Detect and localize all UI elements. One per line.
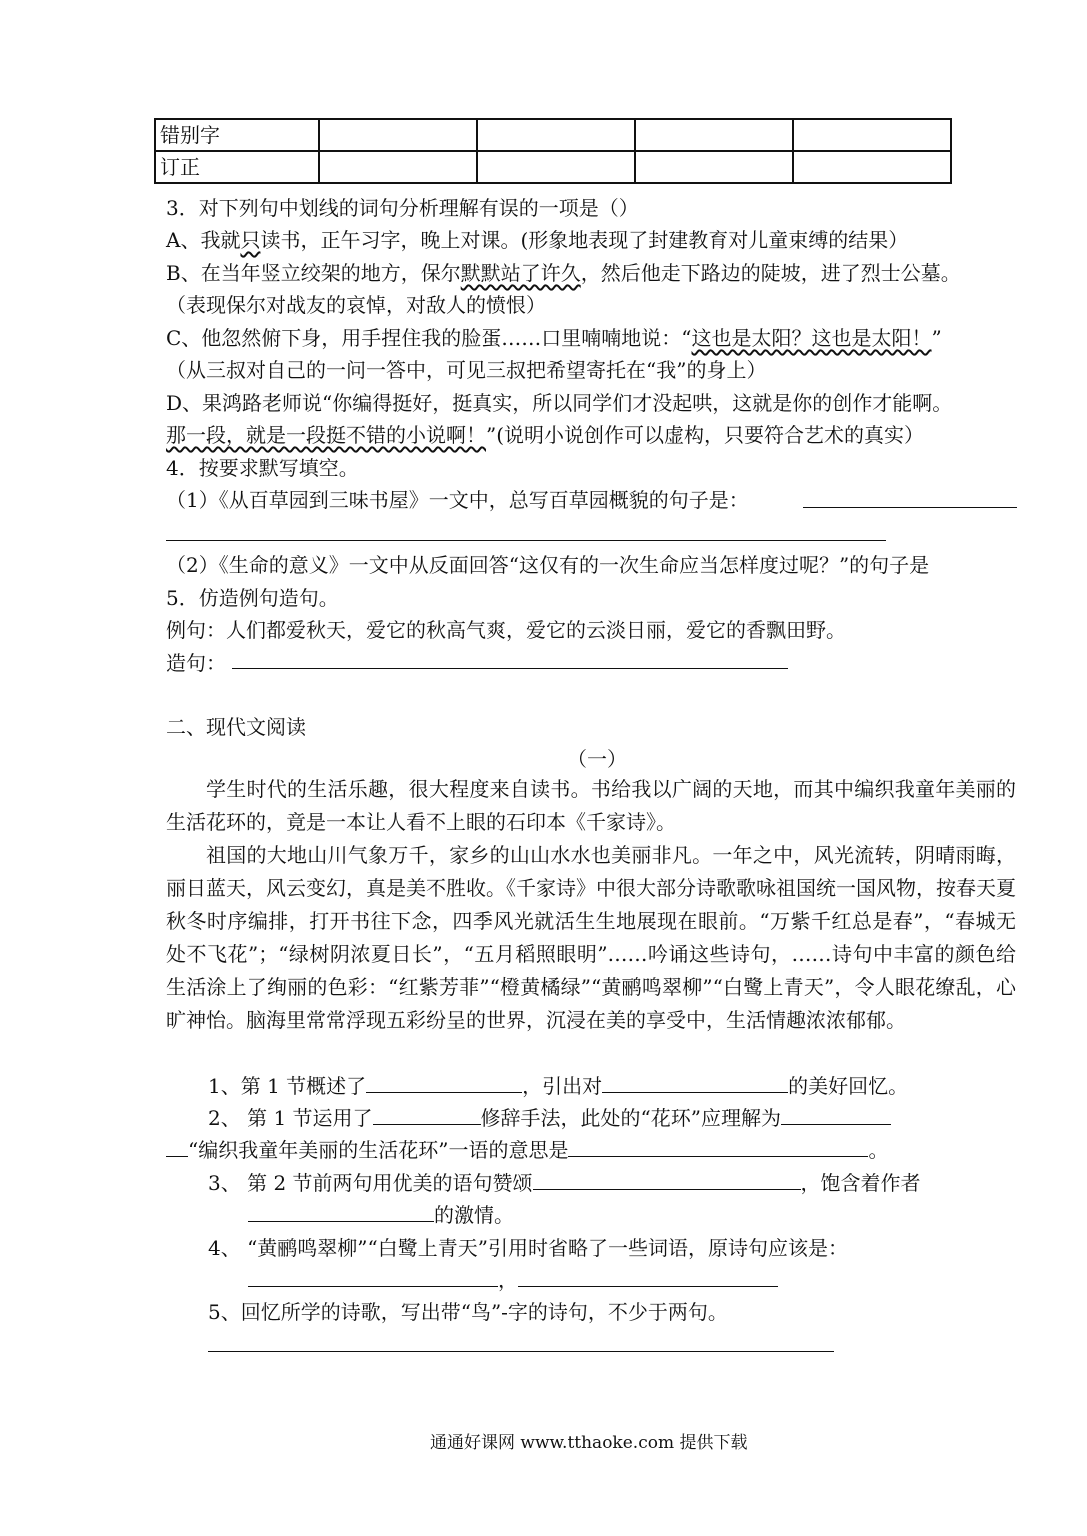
table-label-cell: 错别字 — [155, 119, 319, 151]
reading-q3 — [208, 1167, 921, 1196]
q4-part1-blank-line2[interactable] — [166, 540, 886, 541]
q3-a-pre: A、我就 — [166, 228, 241, 252]
passage-paragraph-1: 学生时代的生活乐趣，很大程度来自读书。书给我以广阔的天地，而其中编织我童年美丽的生活花环的，竟是一本让人看不上眼的石印本《千家诗》。 — [166, 777, 1016, 834]
q5-answer-label: 造句： — [166, 651, 226, 675]
q3-option-a — [166, 224, 908, 253]
reading-q3-text-c: 的激情。 — [434, 1203, 514, 1227]
page-footer: 通通好课网 www.tthaoke.com 提供下载 — [430, 1433, 748, 1453]
q3-d-line1: D、果鸿路老师说“你编得挺好，挺真实，所以同学们才没起哄，这就是你的创作才能啊。 — [166, 391, 953, 415]
reading-q4-blank-1[interactable] — [248, 1266, 498, 1287]
q4-stem: 4．按要求默写填空。 — [166, 456, 359, 480]
q3-b-note: （表现保尔对战友的哀悼，对敌人的愤恨） — [166, 293, 546, 317]
q3-a-post: 读书，正午习字，晚上对课。(形象地表现了封建教育对儿童束缚的结果） — [260, 228, 909, 252]
reading-q2-text-d: 。 — [868, 1138, 889, 1162]
q3-c-note: （从三叔对自己的一问一答中，可见三叔把希望寄托在“我”的身上） — [166, 358, 767, 382]
q4-part1-blank[interactable] — [803, 507, 1017, 508]
section-heading: 二、现代文阅读 — [166, 715, 306, 739]
q3-stem: 3．对下列句中划线的词句分析理解有误的一项是（） — [166, 196, 639, 220]
reading-q4: 4、 “黄鹂鸣翠柳”“白鹭上青天”引用时省略了一些词语，原诗句应该是： — [208, 1236, 848, 1260]
reading-q2-text-c: “编织我童年美丽的生活花环”一语的意思是 — [188, 1138, 569, 1162]
q5-example: 例句：人们都爱秋天，爱它的秋高气爽，爱它的云淡日丽，爱它的香飘田野。 — [166, 618, 846, 642]
reading-q1 — [208, 1070, 908, 1099]
reading-q3-text-b: ，饱含着作者 — [800, 1171, 921, 1195]
q3-c-mark: 这也是太阳？这也是太阳！ — [691, 326, 932, 350]
reading-q3-blank-2[interactable] — [248, 1201, 434, 1222]
table-blank-cell[interactable] — [635, 119, 793, 151]
reading-q1-text-c: 的美好回忆。 — [788, 1074, 909, 1098]
q3-option-d-line2 — [166, 419, 924, 448]
table-blank-cell[interactable] — [319, 119, 477, 151]
reading-q4-text-b: ， — [498, 1268, 518, 1292]
table-blank-cell[interactable] — [477, 119, 635, 151]
q3-d-post: ”(说明小说创作可以虚构，只要符合艺术的真实） — [486, 423, 925, 447]
reading-q2-line2 — [166, 1134, 888, 1163]
correction-table — [154, 118, 952, 184]
reading-q1-blank-2[interactable] — [602, 1072, 788, 1093]
q4-part1: （1）《从百草园到三味书屋》一文中，总写百草园概貌的句子是： — [166, 488, 749, 512]
q3-c-pre: C、他忽然俯下身，用手捏住我的脸蛋……口里喃喃地说：“ — [166, 326, 692, 350]
q5-answer-blank[interactable] — [232, 668, 788, 669]
q5-stem: 5．仿造例句造句。 — [166, 586, 339, 610]
reading-q5: 5、回忆所学的诗歌，写出带“鸟”-字的诗句，不少于两句。 — [208, 1300, 728, 1324]
reading-q3-blank-1[interactable] — [533, 1169, 801, 1190]
reading-q1-blank-1[interactable] — [366, 1072, 522, 1093]
table-row — [155, 151, 951, 183]
q3-a-mark: 只 — [240, 228, 261, 252]
q4-part2: （2）《生命的意义》一文中从反面回答“这仅有的一次生命应当怎样度过呢？”的句子是 — [166, 553, 930, 577]
reading-q5-blank[interactable] — [208, 1351, 834, 1352]
table-row — [155, 119, 951, 151]
reading-q2-blank-1[interactable] — [373, 1104, 481, 1125]
reading-q2-text-b: 修辞手法，此处的“花环”应理解为 — [480, 1106, 781, 1130]
q3-b-post: ，然后他走下路边的陡坡，进了烈士公墓。 — [580, 261, 961, 285]
reading-q2-blank-3[interactable] — [568, 1136, 868, 1157]
q3-b-mark: 默默站了许久 — [460, 261, 581, 285]
section-subheading: （一） — [567, 747, 627, 771]
table-blank-cell[interactable] — [635, 151, 793, 183]
reading-q2-blank-2-cont[interactable] — [166, 1136, 188, 1157]
table-label-cell: 订正 — [155, 151, 319, 183]
q3-c-post: ” — [931, 326, 942, 350]
reading-q2-text-a: 2、 第 1 节运用了 — [208, 1106, 373, 1130]
q3-d-mark: 那一段，就是一段挺不错的小说啊！ — [166, 423, 486, 447]
q3-b-pre: B、在当年竖立绞架的地方，保尔 — [166, 261, 461, 285]
reading-q3-line2 — [248, 1199, 514, 1228]
reading-q4-blank-2[interactable] — [518, 1266, 778, 1287]
table-blank-cell[interactable] — [793, 119, 951, 151]
reading-q4-line2 — [248, 1264, 778, 1293]
passage-paragraph-2: 祖国的大地山川气象万千，家乡的山山水水也美丽非凡。一年之中，风光流转，阴晴雨晦，丽日蓝天，风云变幻，真是美不胜收。《千家诗》中很大部分诗歌歌咏祖国统一国风物，按春天夏秋冬时序编排，打开书往下念，四季风光就活生生地展现在眼前。“万紫千红总是春”，“春城无处不飞花”；“绿树阴浓夏日长”，“五月稻照眼明”……吟诵这些诗句，……诗句中丰富的颜色给生活涂上了绚丽的色彩：“红紫芳菲”“橙黄橘绿”“黄鹂鸣翠柳”“白鹭上青天”，令人眼花缭乱，心旷神怡。脑海里常常浮现五彩纷呈的世界，沉浸在美的享受中，生活情趣浓浓郁郁。 — [166, 843, 1016, 1032]
reading-q1-text-a: 1、第 1 节概述了 — [208, 1074, 367, 1098]
reading-q1-text-b: ，引出对 — [522, 1074, 603, 1098]
table-blank-cell[interactable] — [319, 151, 477, 183]
reading-q3-text-a: 3、 第 2 节前两句用优美的语句赞颂 — [208, 1171, 533, 1195]
q3-option-c — [166, 322, 942, 351]
reading-q2 — [208, 1102, 891, 1131]
q3-option-b — [166, 257, 961, 286]
reading-q2-blank-2[interactable] — [781, 1104, 891, 1125]
table-blank-cell[interactable] — [477, 151, 635, 183]
table-blank-cell[interactable] — [793, 151, 951, 183]
